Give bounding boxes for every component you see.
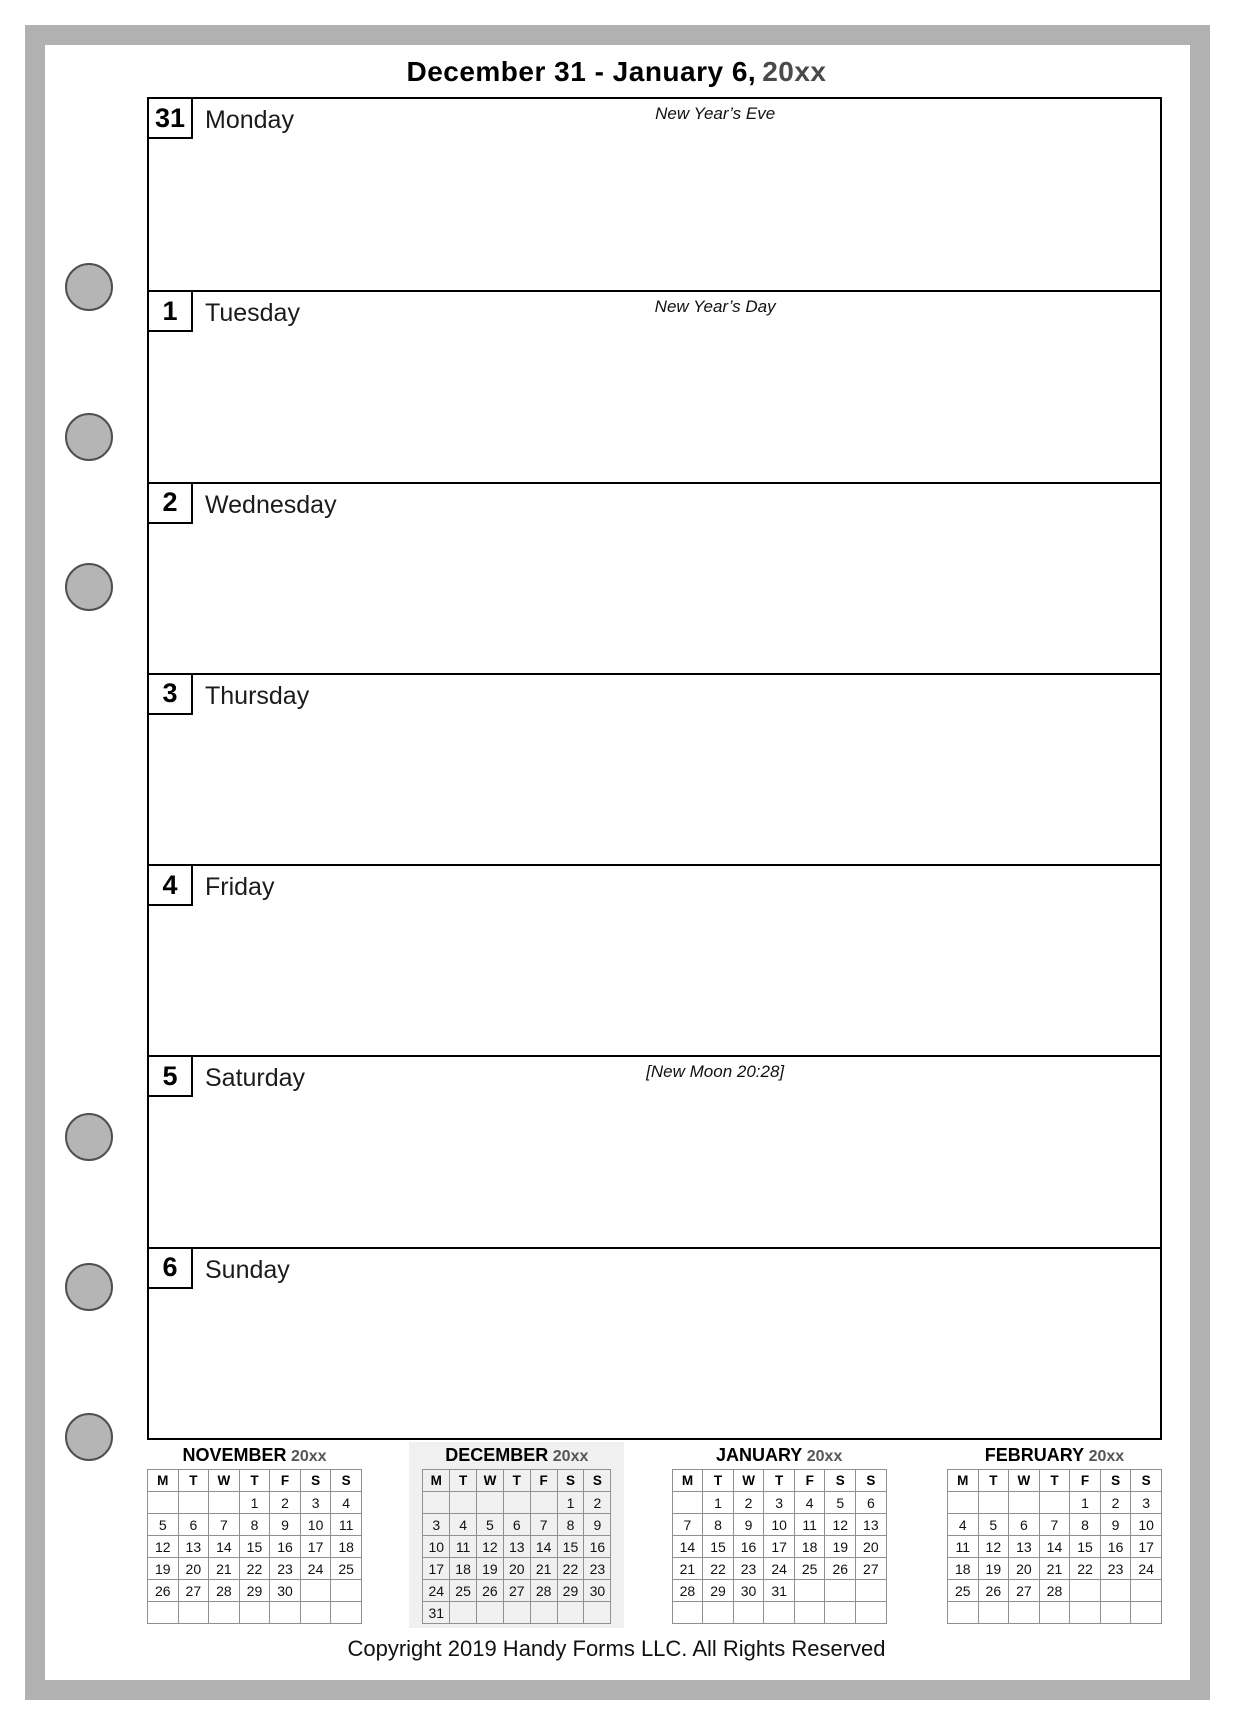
day-cell: 21 [209, 1558, 240, 1580]
day-cell: 16 [733, 1536, 764, 1558]
day-cell: 2 [733, 1492, 764, 1514]
weekday-header-cell: S [584, 1470, 611, 1492]
weekday-header-cell: M [672, 1470, 703, 1492]
day-cell: 12 [148, 1536, 179, 1558]
mini-calendar [672, 1442, 887, 1624]
week-title-year: 20xx [762, 56, 827, 87]
day-cell [978, 1602, 1009, 1624]
day-cell [1039, 1602, 1070, 1624]
mini-calendar [947, 1442, 1162, 1624]
mini-calendar-week-row [672, 1514, 886, 1536]
mini-calendar-title [422, 1442, 611, 1469]
day-cell: 29 [703, 1580, 734, 1602]
day-cell: 3 [423, 1514, 450, 1536]
mini-calendars-strip [147, 1442, 1162, 1624]
day-cell: 20 [503, 1558, 530, 1580]
day-cell: 9 [1100, 1514, 1131, 1536]
day-cell [1009, 1492, 1040, 1514]
day-cell: 30 [584, 1580, 611, 1602]
day-name-label: Thursday [205, 681, 310, 710]
weekday-header-cell: S [1131, 1470, 1162, 1492]
day-cell: 22 [557, 1558, 584, 1580]
day-cell [825, 1580, 856, 1602]
day-cell [703, 1602, 734, 1624]
month-name: JANUARY [715, 1445, 803, 1465]
day-cell: 20 [178, 1558, 209, 1580]
day-cell [530, 1492, 557, 1514]
day-note: New Year’s Eve [655, 104, 776, 123]
mini-calendar-week-row [423, 1602, 611, 1624]
weekday-header-cell: T [1039, 1470, 1070, 1492]
mini-calendar-week-row [947, 1536, 1161, 1558]
day-cell: 6 [503, 1514, 530, 1536]
week-title [45, 56, 1188, 88]
binder-hole [65, 263, 113, 311]
day-cell: 12 [978, 1536, 1009, 1558]
mini-calendar-table [422, 1469, 611, 1624]
day-cell [1070, 1602, 1101, 1624]
month-year: 20xx [290, 1448, 327, 1465]
day-cell [825, 1602, 856, 1624]
weekday-header-cell: S [856, 1470, 887, 1492]
mini-calendar-week-row [672, 1602, 886, 1624]
day-cell: 13 [856, 1514, 887, 1536]
day-cell: 4 [794, 1492, 825, 1514]
day-note: New Year’s Day [654, 297, 776, 317]
day-cell [450, 1602, 477, 1624]
day-cell: 18 [947, 1558, 978, 1580]
day-name-label: Wednesday [205, 490, 337, 519]
day-row [149, 1247, 1160, 1438]
day-cell: 15 [557, 1536, 584, 1558]
day-cell: 24 [423, 1580, 450, 1602]
day-cell: 31 [423, 1602, 450, 1624]
weekday-header-cell: T [503, 1470, 530, 1492]
day-cell [764, 1602, 795, 1624]
weekday-header-cell: S [300, 1470, 331, 1492]
mini-calendar-week-row [423, 1558, 611, 1580]
day-cell: 25 [794, 1558, 825, 1580]
mini-calendar-title [672, 1442, 887, 1469]
mini-calendar-table [147, 1469, 362, 1624]
weekday-header-cell: W [1009, 1470, 1040, 1492]
mini-calendar-week-row [148, 1580, 362, 1602]
day-cell: 12 [477, 1536, 504, 1558]
day-cell: 19 [978, 1558, 1009, 1580]
day-cell: 10 [764, 1514, 795, 1536]
day-cell: 28 [1039, 1580, 1070, 1602]
day-cell: 11 [794, 1514, 825, 1536]
day-cell [477, 1492, 504, 1514]
day-cell [148, 1602, 179, 1624]
day-cell [503, 1492, 530, 1514]
weekday-header-cell: M [148, 1470, 179, 1492]
day-cell [209, 1602, 240, 1624]
mini-calendar-table [947, 1469, 1162, 1624]
day-cell: 16 [270, 1536, 301, 1558]
date-badge [149, 1057, 193, 1097]
day-cell [1100, 1580, 1131, 1602]
day-cell: 7 [1039, 1514, 1070, 1536]
day-cell: 15 [1070, 1536, 1101, 1558]
day-cell: 31 [764, 1580, 795, 1602]
binder-hole [65, 1113, 113, 1161]
day-cell [1131, 1580, 1162, 1602]
day-row [149, 1055, 1160, 1246]
day-cell: 14 [530, 1536, 557, 1558]
day-cell: 21 [1039, 1558, 1070, 1580]
day-cell [331, 1602, 362, 1624]
day-cell [477, 1602, 504, 1624]
day-cell [300, 1602, 331, 1624]
weekday-header-cell: S [1100, 1470, 1131, 1492]
day-cell: 18 [794, 1536, 825, 1558]
day-cell: 4 [947, 1514, 978, 1536]
day-cell: 28 [530, 1580, 557, 1602]
mini-calendar-week-row [423, 1492, 611, 1514]
day-cell [1100, 1602, 1131, 1624]
mini-calendar-week-row [947, 1514, 1161, 1536]
day-cell [1131, 1602, 1162, 1624]
day-row [149, 482, 1160, 673]
day-cell: 14 [1039, 1536, 1070, 1558]
date-number: 4 [162, 869, 178, 900]
mini-calendar-week-row [672, 1580, 886, 1602]
day-cell [1039, 1492, 1070, 1514]
day-cell: 19 [477, 1558, 504, 1580]
day-cell: 9 [270, 1514, 301, 1536]
day-cell: 21 [672, 1558, 703, 1580]
day-cell: 6 [856, 1492, 887, 1514]
day-name-label: Friday [205, 873, 275, 902]
mini-calendar-week-row [148, 1492, 362, 1514]
day-cell [856, 1602, 887, 1624]
day-cell: 1 [1070, 1492, 1101, 1514]
date-badge [149, 866, 193, 906]
mini-calendar-week-row [148, 1536, 362, 1558]
mini-calendar [409, 1442, 624, 1628]
weekday-header-cell: S [331, 1470, 362, 1492]
day-cell: 1 [703, 1492, 734, 1514]
mini-calendar-week-row [672, 1536, 886, 1558]
binder-hole [65, 563, 113, 611]
month-year: 20xx [552, 1448, 589, 1465]
day-cell: 16 [584, 1536, 611, 1558]
mini-calendar-week-row [148, 1514, 362, 1536]
day-cell: 19 [148, 1558, 179, 1580]
week-title-range: December 31 - January 6, [406, 56, 757, 87]
weekday-header-cell: S [557, 1470, 584, 1492]
day-cell: 27 [1009, 1580, 1040, 1602]
day-row [149, 864, 1160, 1055]
month-name: FEBRUARY [984, 1445, 1085, 1465]
day-cell: 14 [672, 1536, 703, 1558]
day-cell: 8 [239, 1514, 270, 1536]
day-cell: 24 [300, 1558, 331, 1580]
day-cell: 16 [1100, 1536, 1131, 1558]
day-cell: 3 [300, 1492, 331, 1514]
date-badge [149, 1249, 193, 1289]
day-cell: 26 [477, 1580, 504, 1602]
day-cell: 17 [300, 1536, 331, 1558]
day-name-label: Monday [205, 106, 294, 134]
binder-hole [65, 1263, 113, 1311]
day-cell [978, 1492, 1009, 1514]
day-cell [530, 1602, 557, 1624]
weekday-header-cell: F [794, 1470, 825, 1492]
weekday-header-cell: M [947, 1470, 978, 1492]
date-number: 2 [162, 487, 178, 518]
day-cell: 17 [764, 1536, 795, 1558]
day-cell: 25 [947, 1580, 978, 1602]
day-cell: 21 [530, 1558, 557, 1580]
day-cell: 22 [239, 1558, 270, 1580]
weekday-header-cell: S [825, 1470, 856, 1492]
day-cell: 7 [672, 1514, 703, 1536]
day-cell [423, 1492, 450, 1514]
day-cell: 7 [530, 1514, 557, 1536]
day-cell: 20 [856, 1536, 887, 1558]
day-cell: 9 [733, 1514, 764, 1536]
day-cell [239, 1602, 270, 1624]
day-cell: 4 [450, 1514, 477, 1536]
day-row [149, 673, 1160, 864]
day-cell: 11 [450, 1536, 477, 1558]
day-cell: 3 [1131, 1492, 1162, 1514]
weekday-header-cell: T [450, 1470, 477, 1492]
mini-calendar-week-row [947, 1580, 1161, 1602]
date-badge [149, 675, 193, 715]
date-badge [149, 292, 193, 332]
weekday-header-cell: F [1070, 1470, 1101, 1492]
weekday-header-cell: W [733, 1470, 764, 1492]
day-cell: 26 [825, 1558, 856, 1580]
day-cell: 29 [239, 1580, 270, 1602]
day-cell: 13 [178, 1536, 209, 1558]
month-year: 20xx [1088, 1448, 1125, 1465]
mini-calendar-week-row [148, 1602, 362, 1624]
day-cell [450, 1492, 477, 1514]
day-cell: 23 [1100, 1558, 1131, 1580]
day-name-label: Sunday [205, 1255, 290, 1284]
binder-hole [65, 413, 113, 461]
day-cell: 24 [1131, 1558, 1162, 1580]
day-cell: 30 [733, 1580, 764, 1602]
weekday-header-cell: T [703, 1470, 734, 1492]
weekday-header-cell: F [530, 1470, 557, 1492]
day-cell: 23 [584, 1558, 611, 1580]
mini-calendar-week-row [947, 1492, 1161, 1514]
day-cell: 6 [178, 1514, 209, 1536]
binder-hole [65, 1413, 113, 1461]
mini-calendar-week-row [947, 1558, 1161, 1580]
day-cell: 13 [1009, 1536, 1040, 1558]
weekday-header-cell: T [178, 1470, 209, 1492]
day-cell: 20 [1009, 1558, 1040, 1580]
day-cell [672, 1602, 703, 1624]
day-cell: 26 [978, 1580, 1009, 1602]
day-cell [947, 1492, 978, 1514]
mini-calendar-week-row [423, 1536, 611, 1558]
day-cell [178, 1492, 209, 1514]
day-cell: 2 [1100, 1492, 1131, 1514]
day-cell: 10 [1131, 1514, 1162, 1536]
day-cell: 17 [423, 1558, 450, 1580]
day-cell: 24 [764, 1558, 795, 1580]
day-cell: 26 [148, 1580, 179, 1602]
day-cell: 14 [209, 1536, 240, 1558]
day-cell: 5 [477, 1514, 504, 1536]
day-cell: 2 [270, 1492, 301, 1514]
day-cell [672, 1492, 703, 1514]
week-grid [147, 97, 1162, 1440]
weekday-header-cell: W [477, 1470, 504, 1492]
day-cell: 27 [178, 1580, 209, 1602]
weekday-header-cell: T [978, 1470, 1009, 1492]
day-cell: 9 [584, 1514, 611, 1536]
copyright-text: Copyright 2019 Handy Forms LLC. All Rights Reserved [347, 1636, 886, 1661]
weekday-header-cell: T [764, 1470, 795, 1492]
day-cell [1009, 1602, 1040, 1624]
day-cell: 25 [450, 1580, 477, 1602]
day-cell: 8 [1070, 1514, 1101, 1536]
mini-calendar-week-row [672, 1492, 886, 1514]
day-cell [794, 1602, 825, 1624]
date-number: 5 [162, 1060, 178, 1091]
date-number: 6 [162, 1252, 178, 1283]
weekday-header-cell: M [423, 1470, 450, 1492]
day-cell: 18 [450, 1558, 477, 1580]
day-cell [733, 1602, 764, 1624]
mini-calendar-title [947, 1442, 1162, 1469]
day-cell: 11 [331, 1514, 362, 1536]
day-cell: 1 [557, 1492, 584, 1514]
date-number: 31 [154, 102, 186, 133]
date-badge [149, 484, 193, 524]
day-cell: 4 [331, 1492, 362, 1514]
day-cell: 3 [764, 1492, 795, 1514]
day-cell: 27 [503, 1580, 530, 1602]
day-row [149, 290, 1160, 481]
mini-calendar [147, 1442, 362, 1624]
day-cell: 11 [947, 1536, 978, 1558]
day-cell: 5 [978, 1514, 1009, 1536]
day-cell [300, 1580, 331, 1602]
day-row [149, 99, 1160, 290]
mini-calendar-week-row [947, 1602, 1161, 1624]
day-cell: 15 [703, 1536, 734, 1558]
day-cell [270, 1602, 301, 1624]
day-name-label: Saturday [205, 1064, 306, 1093]
day-cell: 2 [584, 1492, 611, 1514]
day-cell: 22 [703, 1558, 734, 1580]
day-cell: 6 [1009, 1514, 1040, 1536]
day-cell: 17 [1131, 1536, 1162, 1558]
day-cell [331, 1580, 362, 1602]
day-cell: 1 [239, 1492, 270, 1514]
day-cell: 18 [331, 1536, 362, 1558]
mini-calendar-week-row [148, 1558, 362, 1580]
weekday-header-cell: F [270, 1470, 301, 1492]
day-cell: 13 [503, 1536, 530, 1558]
day-cell [584, 1602, 611, 1624]
day-cell: 27 [856, 1558, 887, 1580]
day-cell: 10 [423, 1536, 450, 1558]
month-year: 20xx [806, 1448, 843, 1465]
mini-calendar-table [672, 1469, 887, 1624]
day-cell: 10 [300, 1514, 331, 1536]
day-cell: 19 [825, 1536, 856, 1558]
weekday-header-cell: W [209, 1470, 240, 1492]
date-badge [149, 99, 193, 139]
month-name: NOVEMBER [182, 1445, 287, 1465]
weekday-header-cell: T [239, 1470, 270, 1492]
day-cell: 23 [270, 1558, 301, 1580]
date-number: 3 [162, 678, 178, 709]
day-cell: 7 [209, 1514, 240, 1536]
day-cell [148, 1492, 179, 1514]
day-cell [557, 1602, 584, 1624]
day-cell: 8 [557, 1514, 584, 1536]
day-cell: 28 [209, 1580, 240, 1602]
mini-calendar-week-row [423, 1580, 611, 1602]
day-cell: 28 [672, 1580, 703, 1602]
day-cell [503, 1602, 530, 1624]
day-cell: 25 [331, 1558, 362, 1580]
day-cell [794, 1580, 825, 1602]
day-cell: 15 [239, 1536, 270, 1558]
day-cell [178, 1602, 209, 1624]
day-cell [856, 1580, 887, 1602]
day-name-label: Tuesday [205, 299, 300, 328]
date-number: 1 [162, 295, 178, 326]
day-cell: 22 [1070, 1558, 1101, 1580]
day-cell: 8 [703, 1514, 734, 1536]
day-cell: 30 [270, 1580, 301, 1602]
day-cell [209, 1492, 240, 1514]
day-cell [1070, 1580, 1101, 1602]
day-cell: 12 [825, 1514, 856, 1536]
day-cell: 23 [733, 1558, 764, 1580]
mini-calendar-week-row [423, 1514, 611, 1536]
day-cell: 29 [557, 1580, 584, 1602]
day-cell [947, 1602, 978, 1624]
day-cell: 5 [148, 1514, 179, 1536]
day-note: [New Moon 20:28] [646, 1062, 785, 1082]
mini-calendar-title [147, 1442, 362, 1469]
mini-calendar-week-row [672, 1558, 886, 1580]
month-name: DECEMBER [445, 1445, 549, 1465]
day-cell: 5 [825, 1492, 856, 1514]
